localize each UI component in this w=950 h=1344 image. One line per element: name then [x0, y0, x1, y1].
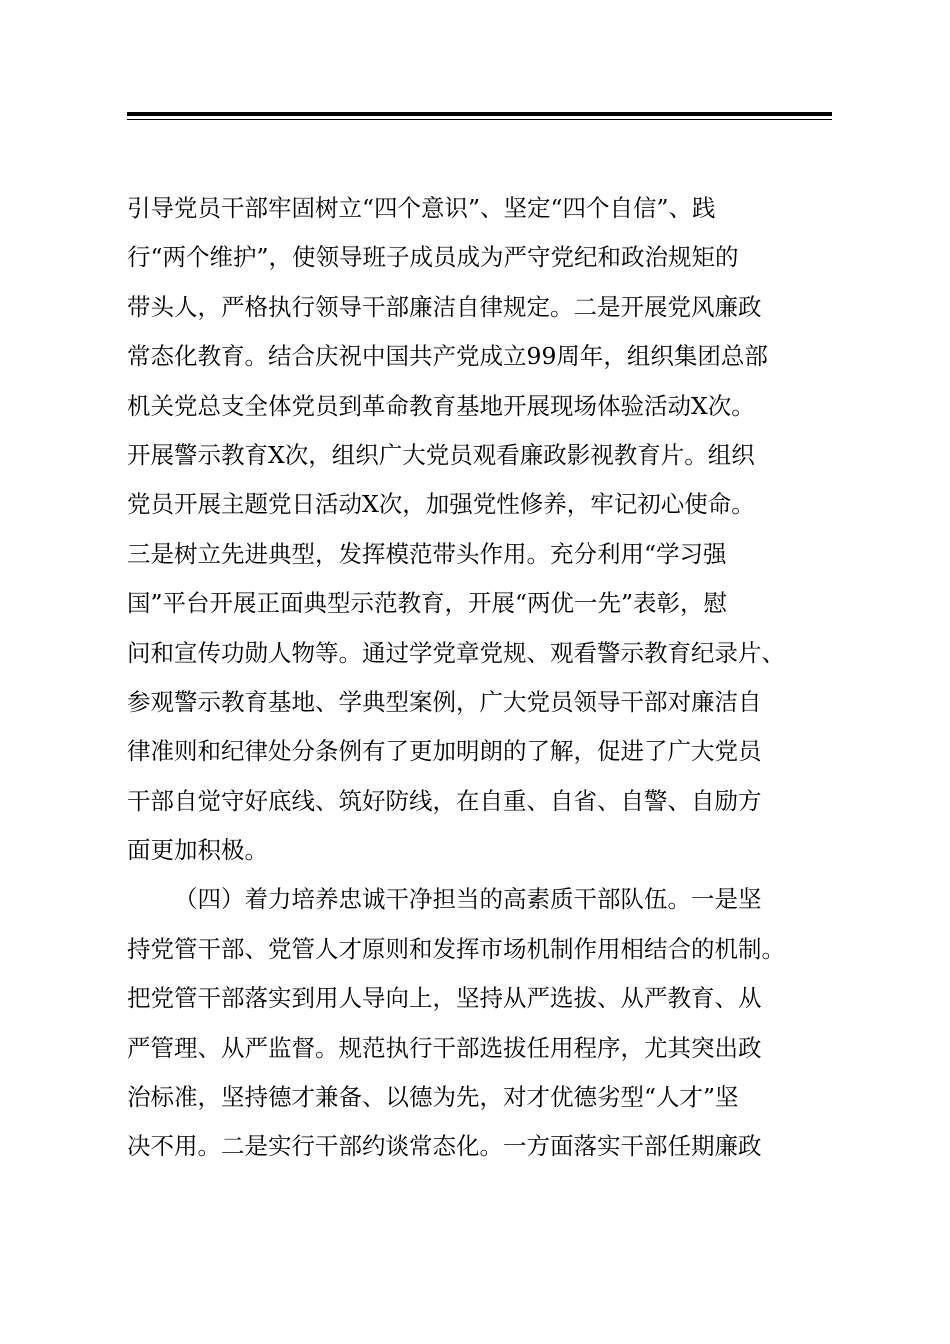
text-line: 严管理、从严监督。规范执行干部选拔任用程序，尤其突出政	[127, 1033, 762, 1062]
text-line: 律准则和纪律处分条例有了更加明朗的了解，促进了广大党员	[127, 737, 762, 766]
text-line: 面更加积极。	[127, 836, 268, 865]
text-line: 把党管干部落实到用人导向上，坚持从严选拔、从严教育、从	[127, 984, 762, 1013]
text-line: 三是树立先进典型，发挥模范带头作用。充分利用“学习强	[127, 539, 727, 568]
text-line: 治标准，坚持德才兼备、以德为先，对才优德劣型“人才”坚	[127, 1083, 739, 1112]
text-line: 国”平台开展正面典型示范教育，开展“两优一先”表彰，慰	[127, 589, 728, 618]
text-line: 参观警示教育基地、学典型案例，广大党员领导干部对廉洁自	[127, 687, 762, 716]
text-line: 常态化教育。结合庆祝中国共产党成立99周年，组织集团总部	[127, 342, 768, 371]
text-line: 干部自觉守好底线、筑好防线，在自重、自省、自警、自励方	[127, 786, 762, 815]
text-line: 问和宣传功勋人物等。通过学党章党规、观看警示教育纪录片、	[127, 638, 785, 667]
header-rule-thin	[127, 119, 832, 120]
text-line: 带头人，严格执行领导干部廉洁自律规定。二是开展党风廉政	[127, 292, 762, 321]
section-heading-line: （四）着力培养忠诚干净担当的高素质干部队伍。一是坚	[174, 885, 762, 914]
text-line: 党员开展主题党日活动X次，加强党性修养，牢记初心使命。	[127, 490, 755, 519]
text-line: 引导党员干部牢固树立“四个意识”、坚定“四个自信”、践	[127, 194, 716, 222]
text-line: 开展警示教育X次，组织广大党员观看廉政影视教育片。组织	[127, 440, 755, 469]
text-line: 行“两个维护”，使领导班子成员成为严守党纪和政治规矩的	[127, 243, 739, 272]
header-rule-thick	[127, 112, 832, 116]
text-line: 持党管干部、党管人才原则和发挥市场机制作用相结合的机制。	[127, 934, 785, 963]
document-body	[127, 184, 847, 1172]
text-line: 机关党总支全体党员到革命教育基地开展现场体验活动X次。	[127, 391, 755, 420]
text-line: 决不用。二是实行干部约谈常态化。一方面落实干部任期廉政	[127, 1132, 762, 1161]
